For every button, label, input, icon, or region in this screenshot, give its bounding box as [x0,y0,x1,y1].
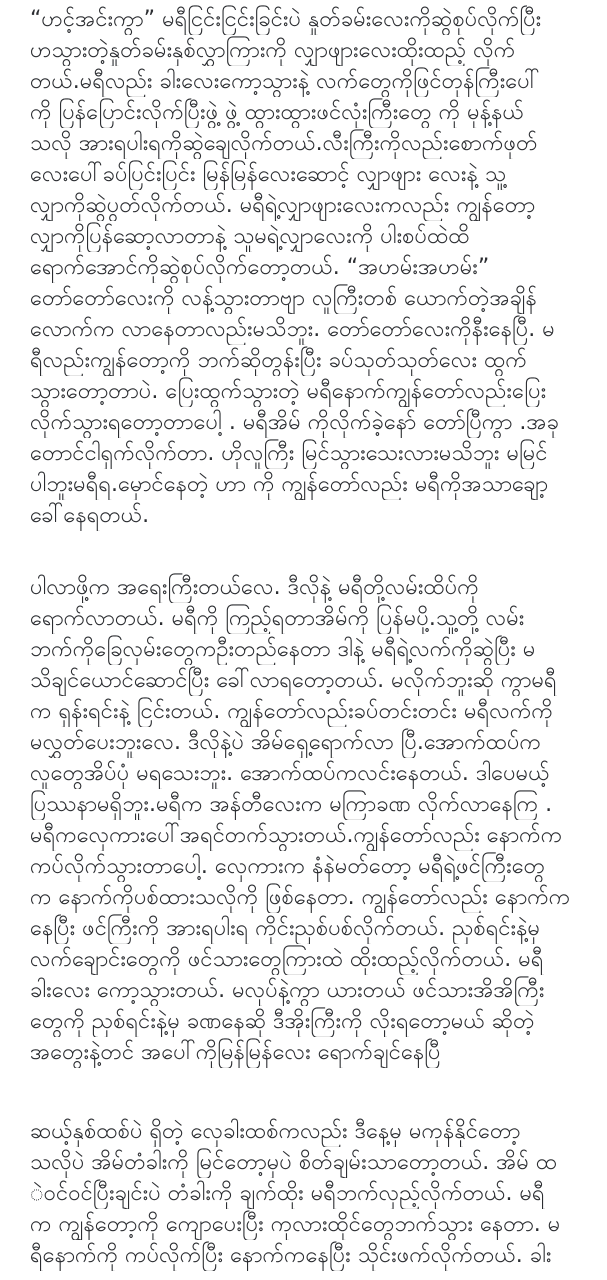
text-line: တွေကို ညှစ်ရင်းနဲ့မှ ခဏနေဆို ဒီအိုးကြီးကို လိုးရတော့မယ် ဆိုတဲ့ [30,1009,535,1034]
text-line: ရောက်အောင်ကိုဆွဲစုပ်လိုက်တော့တယ်. “အဟမ်းအဟမ်း” [30,255,490,280]
text-line: လက်ချောင်းတွေကို ဖင်သားတွေကြားထဲ ထိုးထည့်လိုက်တယ်. မရီ [30,947,544,972]
story-paragraph-1 [30,4,580,531]
text-line: က ကျွန်တော့ကို ကျောပေးပြီး ကုလားထိုင်တွေဘက်သွား နေတာ. မ [30,1212,561,1237]
text-line: ဟသွားတဲ့နှုတ်ခမ်းနှစ်လွှာကြားကို လျှာဖျားလေးထိုးထည့် လိုက် [30,38,516,63]
text-line: တော်တော်လေးကို လန့်သွားတာဗျာ လူကြီးတစ် ယောက်တဲ့အချိန် [30,286,537,311]
text-line: ရီနောက်ကို ကပ်လိုက်ပြီး နောက်ကနေပြီး သိုင်းဖက်လိုက်တယ်. ခါး [30,1243,552,1268]
text-line: တယ်.မရီလည်း ခါးလေးကော့သွားနဲ့ လက်တွေကိုဖြင်တုန်ကြီးပေါ် [30,69,540,94]
text-line: လေးပေါ်ခပ်ပြင်းပြင်း မြန်မြန်လေးဆောင့် လျှာဖျား လေးနဲ့ သူ့ [30,162,507,187]
story-paragraph-2 [30,572,580,1068]
text-line: လူတွေအိပ်ပုံ မရသေးဘူး. အောက်ထပ်ကလင်းနေတယ်. ဒါပေမယ့် [30,761,550,786]
text-line: သလို အားရပါးရကိုဆွဲချေလိုက်တယ်.လီးကြီးကိုလည်းစောက်ဖုတ် [30,131,538,156]
text-line: ကပ်လိုက်သွားတာပေါ့. လှေကားက နံနဲမတ်တော့ မရီရဲ့ဖင်ကြီးတွေ [30,854,546,879]
text-line: ခါးလေး ကော့သွားတယ်. မလုပ်နဲ့ကွာ ယားတယ် ဖင်သားအိအိကြီး [30,978,545,1003]
text-line: လောက်က လာနေတာလည်းမသိဘူး. တော်တော်လေးကိုနီးနေပြီ. မ [30,317,555,342]
text-line: က နောက်ကိုပစ်ထားသလိုကို ဖြစ်နေတာ. ကျွန်တော်လည်း နောက်က [30,885,571,910]
text-line: သွားတော့တာပဲ. ပြေးထွက်သွားတဲ့ မရီနောက်ကျွန်တော်လည်းပြေး [30,379,547,404]
text-line: မလွှတ်ပေးဘူးလေ. ဒီလိုနဲ့ပဲ အိမ်ရှေ့ရောက်လာ ပြီ.အောက်ထပ်က [30,730,542,755]
text-line: ပြဿနာမရှိဘူး.မရီက အန်တီလေးက မကြာခဏ လိုက်လာနေကြ . [30,792,553,817]
text-line: က ရှန်းရင်းနဲ့ ငြင်းတယ်. ကျွန်တော်လည်းခပ်တင်းတင်း မရီလက်ကို [30,699,553,724]
text-line: ကို ပြန်ပြောင်းလိုက်ပြီးဖွဲ့ ဖွဲ့ ထွားထွားဖင်လုံးကြီးတွေ ကို မုန့်နယ် [30,100,524,125]
text-line: ပါလာဖို့က အရေးကြီးတယ်လေ. ဒီလိုနဲ့ မရီတို့လမ်းထိပ်ကို [30,575,479,600]
text-line: မရီကလှေကားပေါ်အရင်တက်သွားတယ်.ကျွန်တော်လည်း နောက်က [30,823,563,848]
text-line: သလိုပဲ အိမ်တံခါးကို မြင်တော့မှပဲ စိတ်ချမ်းသာတော့တယ်. အိမ် ထ [30,1150,558,1175]
text-line: ခေါ်နေရတယ်. [30,503,150,528]
text-line: လျှာကိုဆွဲပွတ်လိုက်တယ်. မရီရဲ့လျှာဖျားလေးကလည်း ကျွန်တော့ [30,193,536,218]
text-line: သိချင်ယောင်ဆောင်ပြီး ခေါ်လာရတော့တယ်. မလိုက်ဘူးဆို ကွာမရီ [30,668,557,693]
text-line: တောင်ငါရှက်လိုက်တာ. ဟိုလူကြီး မြင်သွားသေးလားမသိဘူး မမြင် [30,441,548,466]
text-line: အတွေးနဲ့တင် အပေါ်ကိုမြန်မြန်လေး ရောက်ချင်နေပြီ [30,1040,441,1065]
text-line: ပါဘူးမရီရ.မှောင်နေတဲ့ ဟာ ကို ကျွန်တော်လည်း မရီကိုအသာချော့ [30,472,549,497]
text-line: နေပြီး ဖင်ကြီးကို အားရပါးရ ကိုင်းညှစ်ပစ်လိုက်တယ်. ညှစ်ရင်းနဲ့မှ [30,916,541,941]
text-line: ဘက်ကိုခြေလှမ်းတွေကဦးတည်နေတာ ဒါနဲ့ မရီရဲ့လက်ကိုဆွဲပြီး မ [30,637,536,662]
text-line: “ဟင့်အင်းကွာ” မရီငြင်းငြင်းခြင်းပဲ နှုတ်ခမ်းလေးကိုဆွဲစုပ်လိုက်ပြီး [30,7,542,32]
text-line: ဆယ့်နှစ်ထစ်ပဲ ရှိတဲ့ လှေခါးထစ်ကလည်း ဒီနေ့မှ မကုန်နိုင်တော့ [30,1119,521,1144]
text-line: လျှာကိုပြန်ဆော့လာတာနဲ့ သူမရဲ့လျှာလေးကို ပါးစပ်ထဲထိ [30,224,470,249]
text-line: ဲဝင်ဝင်ပြီးချင်းပဲ တံခါးကို ချက်ထိုး မရီဘက်လှည့်လိုက်တယ်. မရီ [30,1181,545,1206]
text-line: ရောက်လာတယ်. မရီကို ကြည့်ရတာအိမ်ကို ပြန်မပို့.သူ့တို့ လမ်း [30,606,525,631]
text-line: လိုက်သွားရတော့တာပေါ့ . မရီအိမ် ကိုလိုက်ခဲ့နော် တော်ပြီကွာ .အခု [30,410,559,435]
story-paragraph-3 [30,1116,580,1271]
text-line: ရီလည်းကျွန်တော့ကို ဘက်ဆိုတွန်းပြီး ခပ်သုတ်သုတ်လေး ထွက် [30,348,527,373]
